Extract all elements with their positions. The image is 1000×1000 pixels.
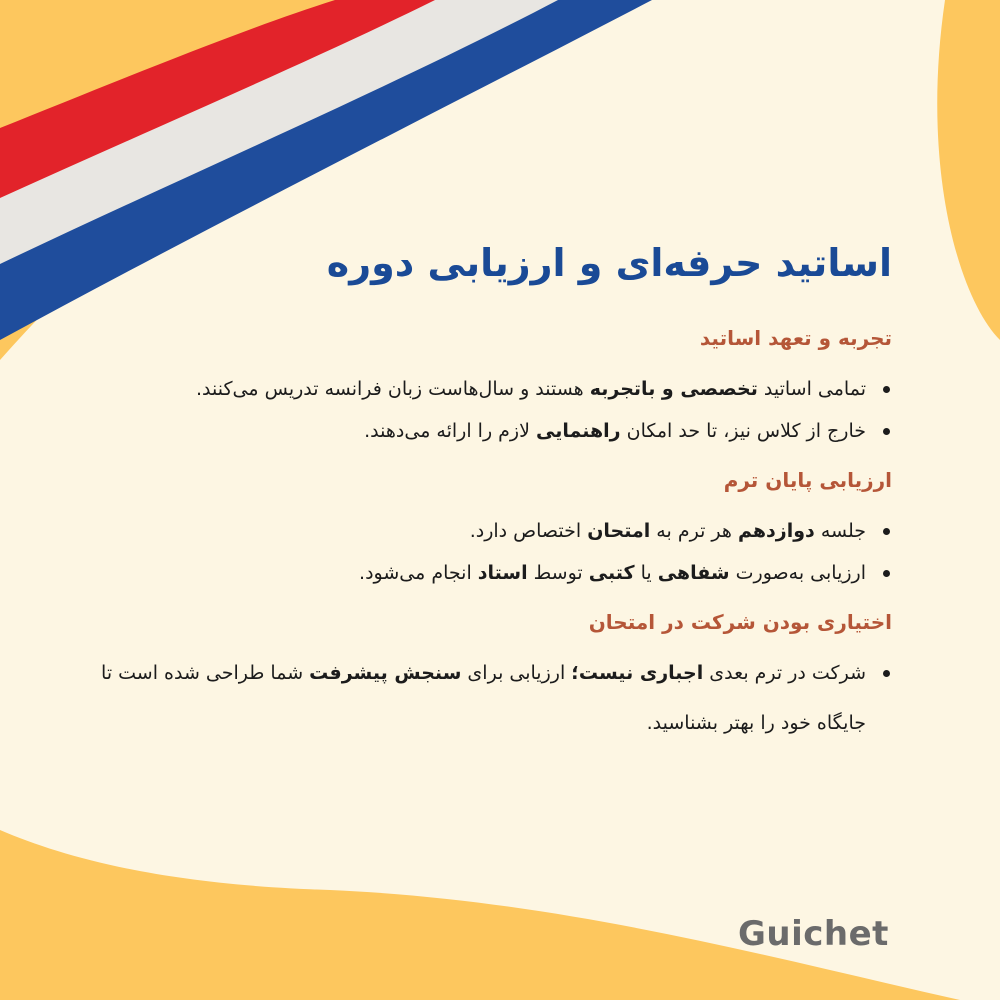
section-heading: تجربه و تعهد اساتید	[699, 326, 892, 350]
text-run: شما طراحی شده است تا جایگاه خود را بهتر بشناسید.	[101, 662, 866, 734]
bold-text: کتبی	[588, 562, 635, 584]
text-run: شرکت در ترم بعدی	[703, 662, 866, 684]
sections	[92, 324, 892, 748]
bullet-item	[92, 648, 892, 748]
bold-text: تخصصی و باتجربه	[589, 378, 758, 400]
bold-text: راهنمایی	[535, 420, 621, 442]
text-run: هر ترم به	[650, 520, 738, 542]
bullet-dot-icon	[883, 670, 890, 677]
text-run: جلسه	[814, 520, 866, 542]
bullet-item	[92, 548, 892, 598]
section	[92, 608, 892, 748]
bold-text: اجباری نیست؛	[571, 662, 704, 684]
bullet-list	[92, 648, 892, 748]
bullet-dot-icon	[883, 570, 890, 577]
text-run: خارج از کلاس نیز، تا حد امکان	[620, 420, 866, 442]
content	[92, 236, 892, 758]
bullet-dot-icon	[883, 528, 890, 535]
text-run: هستند و سال‌هاست زبان فرانسه تدریس می‌کنند.	[196, 378, 590, 400]
brand-logo: Guichet	[738, 914, 889, 954]
bold-text: امتحان	[587, 520, 651, 542]
bullet-dot-icon	[883, 386, 890, 393]
section	[92, 466, 892, 598]
text-run: اختصاص دارد.	[469, 520, 588, 542]
text-run: لازم را ارائه می‌دهند.	[364, 420, 536, 442]
bullet-dot-icon	[883, 428, 890, 435]
bold-text: سنجش پیشرفت	[309, 662, 462, 684]
bold-text: استاد	[477, 562, 528, 584]
page-title: اساتید حرفه‌ای و ارزیابی دوره	[326, 241, 892, 285]
bullet-list	[92, 506, 892, 598]
text-run: یا	[634, 562, 658, 584]
bold-text: شفاهی	[657, 562, 730, 584]
bullet-list	[92, 364, 892, 456]
bold-text: دوازدهم	[737, 520, 815, 542]
text-run: انجام می‌شود.	[359, 562, 478, 584]
text-run: ارزیابی به‌صورت	[729, 562, 866, 584]
text-run: تمامی اساتید	[757, 378, 866, 400]
text-run: ارزیابی برای	[461, 662, 572, 684]
section-heading: اختیاری بودن شرکت در امتحان	[588, 610, 892, 634]
text-run: توسط	[527, 562, 589, 584]
bullet-item	[92, 406, 892, 456]
section	[92, 324, 892, 456]
section-heading: ارزیابی پایان ترم	[723, 468, 892, 492]
